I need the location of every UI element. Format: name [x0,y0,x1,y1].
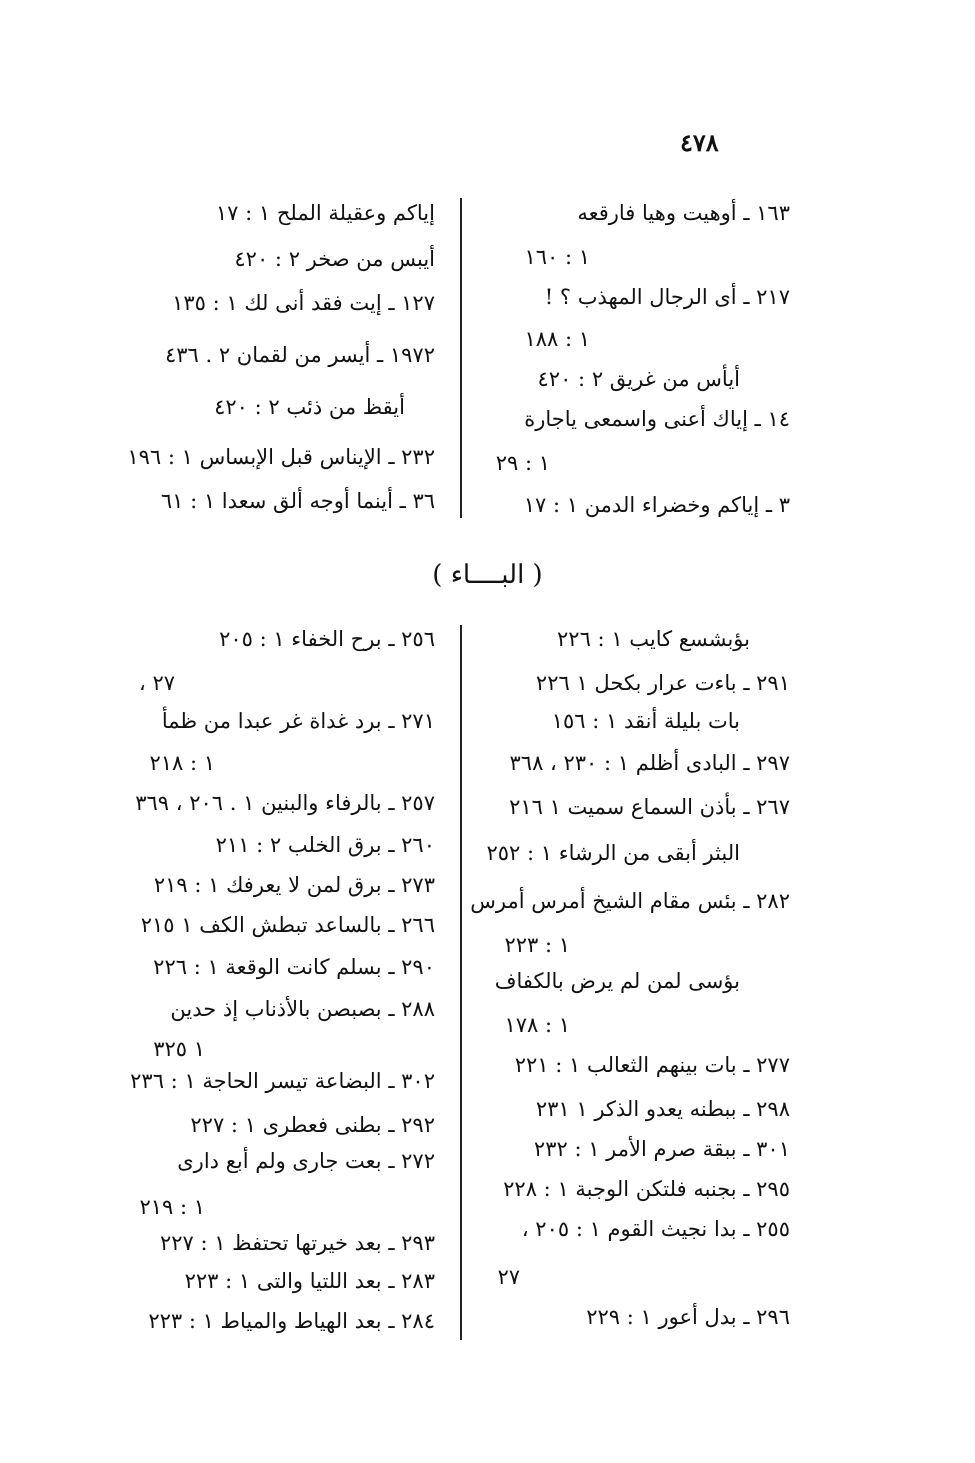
list-item: ٢٩٦ ـ بدل أعور ١ : ٢٢٩ [586,1305,790,1329]
list-item: ٢٧ ، [138,671,175,695]
column-divider-bottom [460,625,462,1340]
list-item: ٣٦ ـ أينما أوجه ألق سعدا ١ : ٦١ [160,489,435,513]
list-item: ٢٩٣ ـ بعد خيرتها تحتفظ ١ : ٢٢٧ [159,1231,435,1255]
list-item: ٢٩٢ ـ بطنى فعطرى ١ : ٢٢٧ [190,1113,435,1137]
list-item: أيبس من صخر ٢ : ٤٢٠ [234,247,435,271]
list-item: ٣٠٢ ـ البضاعة تيسر الحاجة ١ : ٢٣٦ [130,1069,435,1093]
list-item: ٢٦٧ ـ بأذن السماع سميت ١ ٢١٦ [509,795,790,819]
list-item: ٢٥٦ ـ برح الخفاء ١ : ٢٠٥ [219,627,435,651]
bottom-right-column [470,0,800,1463]
list-item: ٢٦٠ ـ برق الخلب ٢ : ٢١١ [215,833,435,857]
list-item: ٢٧٢ ـ بعت جارى ولم أبع دارى [177,1149,435,1173]
list-item: أيقظ من ذئب ٢ : ٤٢٠ [214,395,405,419]
list-item: ٢٧١ ـ برد غداة غر عبدا من ظمأ [161,709,435,733]
list-item: ٢٧٧ ـ بات بينهم الثعالب ١ : ٢٢١ [514,1053,790,1077]
list-item: ٢٩٨ ـ ببطنه يعدو الذكر ١ ٢٣١ [535,1097,790,1121]
list-item: ٣ ـ إياكم وخضراء الدمن ١ : ١٧ [523,493,790,517]
column-divider-top [460,198,462,518]
list-item: ١ : ١٧٨ [504,1013,570,1037]
list-item: إياكم وعقيلة الملح ١ : ١٧ [215,201,435,225]
list-item: بؤسى لمن لم يرض بالكفاف [494,969,740,993]
page-number: ٤٧٨ [680,128,719,157]
list-item: ٢٩٧ ـ البادى أظلم ١ : ٢٣٠ ، ٣٦٨ [509,751,790,775]
list-item: ٢٨٣ ـ بعد اللتيا والتى ١ : ٢٢٣ [184,1269,435,1293]
list-item: البثر أبقى من الرشاء ١ : ٢٥٢ [486,841,740,865]
list-item: ١٢٧ ـ إيت فقد أنى لك ١ : ١٣٥ [172,291,435,315]
list-item: ٢٨٢ ـ بئس مقام الشيخ أمرس أمرس [470,889,790,913]
list-item: ٢٨٤ ـ بعد الهياط والمياط ١ : ٢٢٣ [148,1309,435,1333]
list-item: ١ ٣٢٥ [153,1037,205,1061]
list-item: ١ : ٢٩ [495,451,550,475]
list-item: ١ : ٢١٨ [149,751,215,775]
list-item: أيأس من غريق ٢ : ٤٢٠ [537,367,740,391]
list-item: ٣٠١ ـ ببقة صرم الأمر ١ : ٢٣٢ [533,1137,790,1161]
list-item: ١٦٣ ـ أوهيت وهيا فارقعه [577,201,790,225]
list-item: ٢٦٦ ـ بالساعد تبطش الكف ١ ٢١٥ [140,913,435,937]
bottom-left-column [125,0,445,1463]
list-item: بؤبشسع كايب ١ : ٢٢٦ [557,627,750,651]
list-item: ١ : ١٦٠ [524,245,590,269]
list-item: ٢٧ [497,1265,520,1289]
list-item: ٢٧٣ ـ برق لمن لا يعرفك ١ : ٢١٩ [153,873,435,897]
list-item: ٢١٧ ـ أى الرجال المهذب ؟ ! [544,285,790,309]
section-title: ( البــــاء ) [432,560,543,590]
list-item: ١٩٧٢ ـ أيسر من لقمان ٢ . ٤٣٦ [164,343,435,367]
list-item: ٢٣٢ ـ الإيناس قبل الإبساس ١ : ١٩٦ [127,445,435,469]
list-item: ٢٥٧ ـ بالرفاء والبنين ١ . ٢٠٦ ، ٣٦٩ [135,791,435,815]
list-item: ٢٩١ ـ باءت عرار بكحل ١ ٢٢٦ [535,671,790,695]
list-item: ١ : ٢١٩ [139,1195,205,1219]
list-item: ٢٩٠ ـ بسلم كانت الوقعة ١ : ٢٢٦ [153,955,435,979]
list-item: ٢٨٨ ـ بصبصن بالأذناب إذ حدين [170,997,435,1021]
list-item: ١ : ٢٢٣ [504,933,570,957]
list-item: ٢٥٥ ـ بدا نجيث القوم ١ : ٢٠٥ ، [521,1217,790,1241]
list-item: ١ : ١٨٨ [524,327,590,351]
list-item: ٢٩٥ ـ بجنبه فلتكن الوجبة ١ : ٢٢٨ [503,1177,790,1201]
list-item: ١٤ ـ إياك أعنى واسمعى ياجارة [524,407,790,431]
list-item: بات بليلة أنقد ١ : ١٥٦ [551,709,740,733]
